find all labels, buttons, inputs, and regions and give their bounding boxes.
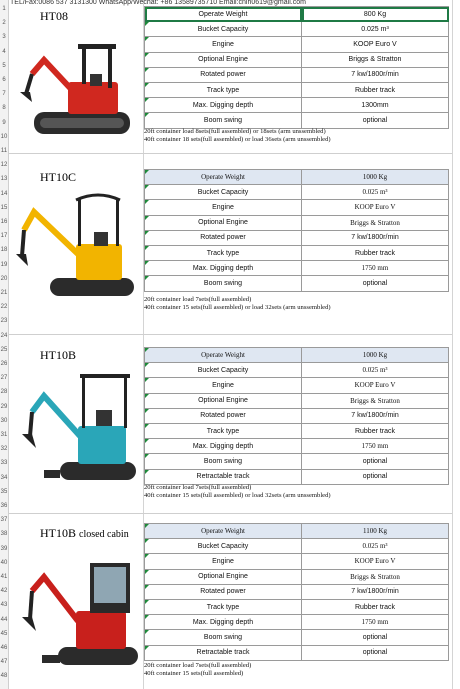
model-name: HT08 xyxy=(40,9,68,23)
row-number[interactable]: 4 xyxy=(2,48,6,55)
row-number[interactable]: 8 xyxy=(2,105,6,112)
contact-header: TEL/Fax:0086 537 3131300 WhatsApp/Wechat: +86 13589735710 Email:cnlh0619@gmail.com xyxy=(10,0,306,6)
spec-value-cell[interactable]: optional xyxy=(302,113,449,128)
spec-row xyxy=(145,363,449,378)
spec-value-cell[interactable]: optional xyxy=(302,630,449,645)
spec-value-cell[interactable]: 1750 mm xyxy=(302,615,449,630)
row-number[interactable]: 13 xyxy=(0,176,8,183)
row-number[interactable]: 2 xyxy=(2,20,6,27)
spec-row xyxy=(145,170,449,185)
excavator-photo-teal xyxy=(14,370,140,486)
row-number[interactable]: 30 xyxy=(0,417,8,424)
row-number[interactable]: 29 xyxy=(0,403,8,410)
spec-value-cell[interactable]: optional xyxy=(302,454,449,469)
spec-value-cell[interactable]: 0.025 m³ xyxy=(302,539,449,554)
spec-label-cell[interactable]: Track type xyxy=(145,423,302,438)
row-number[interactable]: 20 xyxy=(0,275,8,282)
spec-value-cell[interactable]: Briggs & Stratton xyxy=(302,569,449,584)
spec-value-cell[interactable]: Briggs & Stratton xyxy=(302,215,449,230)
spec-row xyxy=(145,113,449,128)
spec-label-cell[interactable]: Optional Engine xyxy=(145,393,302,408)
excavator-photo-yellow xyxy=(14,190,140,302)
container-notes xyxy=(144,662,454,678)
row-number[interactable]: 46 xyxy=(0,645,8,651)
spec-row xyxy=(145,37,449,52)
spec-value-cell[interactable]: 1750 mm xyxy=(302,439,449,454)
spec-value-cell[interactable]: KOOP Euro V xyxy=(302,200,449,215)
spec-value-cell[interactable]: 1300mm xyxy=(302,98,449,113)
note-line: 20ft container load 7sets(full assembled) xyxy=(144,296,252,303)
spec-value-cell[interactable]: Briggs & Stratton xyxy=(302,393,449,408)
row-number[interactable]: 37 xyxy=(0,517,8,524)
spec-row xyxy=(145,584,449,599)
spec-label-cell[interactable]: Optional Engine xyxy=(145,215,302,230)
row-number[interactable]: 9 xyxy=(2,119,6,126)
spec-row xyxy=(145,539,449,554)
model-title xyxy=(40,348,76,363)
spec-label-cell[interactable]: Rotated power xyxy=(145,230,302,245)
row-number[interactable]: 21 xyxy=(0,290,8,296)
row-number[interactable]: 27 xyxy=(0,375,8,382)
model-title xyxy=(40,526,129,541)
model-subtitle: closed cabin xyxy=(79,529,129,540)
row-number[interactable]: 10 xyxy=(0,133,8,140)
spec-row xyxy=(145,22,449,37)
spec-label-cell[interactable]: Boom swing xyxy=(145,113,302,128)
note-line: 40ft container 18 sets(full assembled) or load 36sets (arm unssembled) xyxy=(144,136,331,144)
spec-row xyxy=(145,185,449,200)
model-title xyxy=(40,9,68,24)
spec-row xyxy=(145,630,449,645)
section-divider xyxy=(8,334,452,335)
spec-label-cell[interactable]: Bucket Capacity xyxy=(145,539,302,554)
spec-label-cell[interactable]: Operate Weight xyxy=(145,524,302,539)
spec-value-cell[interactable]: KOOP Euro V xyxy=(302,554,449,569)
spec-label-cell[interactable]: Optional Engine xyxy=(145,569,302,584)
spec-label-cell[interactable]: Track type xyxy=(145,599,302,614)
row-number[interactable]: 38 xyxy=(0,531,8,538)
spec-row xyxy=(145,645,449,660)
spec-label-cell[interactable]: Engine xyxy=(145,554,302,569)
spec-label-cell[interactable]: Retractable track xyxy=(145,469,302,484)
model-name: HT10B xyxy=(40,526,76,540)
product-block-ht10c xyxy=(8,166,452,326)
spec-row xyxy=(145,569,449,584)
spec-row xyxy=(145,245,449,260)
row-number[interactable]: 18 xyxy=(0,247,8,254)
spec-row xyxy=(145,276,449,291)
row-number[interactable]: 24 xyxy=(0,332,8,339)
spec-label-cell[interactable]: Bucket Capacity xyxy=(145,185,302,200)
row-number[interactable]: 31 xyxy=(0,432,8,438)
row-number[interactable]: 44 xyxy=(0,616,8,623)
spec-row xyxy=(145,230,449,245)
spec-row xyxy=(145,599,449,614)
spec-label-cell[interactable]: Boom swing xyxy=(145,454,302,469)
row-number[interactable]: 5 xyxy=(2,62,6,69)
spec-label-cell[interactable]: Track type xyxy=(145,245,302,260)
row-number[interactable]: 32 xyxy=(0,446,8,453)
spec-row xyxy=(145,82,449,97)
spec-value-cell[interactable]: Briggs & Stratton xyxy=(302,52,449,67)
product-block-ht08 xyxy=(8,6,452,156)
spec-row xyxy=(145,67,449,82)
spec-row xyxy=(145,98,449,113)
spec-label-cell[interactable]: Operate Weight xyxy=(145,170,302,185)
spec-label-cell[interactable]: Engine xyxy=(145,378,302,393)
model-name: HT10B xyxy=(40,348,76,362)
spec-value-cell[interactable]: KOOP Euro V xyxy=(302,378,449,393)
row-number[interactable]: 6 xyxy=(2,77,6,83)
row-number[interactable]: 47 xyxy=(0,659,8,666)
row-number[interactable]: 42 xyxy=(0,588,8,595)
spec-label-cell[interactable]: Rotated power xyxy=(145,67,302,82)
spec-table xyxy=(144,169,449,292)
spec-value-cell[interactable]: 1100 Kg xyxy=(302,524,449,539)
row-number[interactable]: 39 xyxy=(0,545,8,552)
spec-value-cell[interactable]: 0.025 m³ xyxy=(302,185,449,200)
spec-label-cell[interactable]: Boom swing xyxy=(145,276,302,291)
spec-label-cell[interactable]: Operate Weight xyxy=(145,7,302,22)
spec-table xyxy=(144,347,449,485)
spec-label-cell[interactable]: Track type xyxy=(145,82,302,97)
spec-value-cell[interactable]: Rubber track xyxy=(302,82,449,97)
row-number[interactable]: 19 xyxy=(0,261,8,268)
spec-value-cell[interactable]: optional xyxy=(302,645,449,660)
spec-label-cell[interactable]: Max. Digging depth xyxy=(145,439,302,454)
row-number[interactable]: 40 xyxy=(0,559,8,566)
spec-value-cell[interactable]: 7 kw/1800r/min xyxy=(302,408,449,423)
row-number[interactable]: 33 xyxy=(0,460,8,467)
spec-label-cell[interactable]: Bucket Capacity xyxy=(145,363,302,378)
spec-value-cell[interactable]: 0.025 m³ xyxy=(302,22,449,37)
row-number[interactable]: 17 xyxy=(0,233,8,240)
row-number[interactable]: 36 xyxy=(0,503,8,509)
spec-label-cell[interactable]: Rotated power xyxy=(145,408,302,423)
spec-row xyxy=(145,393,449,408)
row-number[interactable]: 25 xyxy=(0,346,8,353)
spec-label-cell[interactable]: Retractable track xyxy=(145,645,302,660)
spec-label-cell[interactable]: Engine xyxy=(145,200,302,215)
row-number[interactable]: 7 xyxy=(2,91,6,98)
spec-row xyxy=(145,469,449,484)
spec-table xyxy=(144,6,449,129)
spec-label-cell[interactable]: Max. Digging depth xyxy=(145,98,302,113)
spec-value-cell[interactable]: 1000 Kg xyxy=(302,170,449,185)
spec-row xyxy=(145,261,449,276)
product-block-ht10b xyxy=(8,344,452,504)
row-number[interactable]: 1 xyxy=(2,6,6,12)
note-line: 40ft container 15 sets(full assembled) xyxy=(144,670,244,678)
spec-row xyxy=(145,200,449,215)
spec-value-cell[interactable]: 1750 mm xyxy=(302,261,449,276)
spec-row xyxy=(145,615,449,630)
spec-row xyxy=(145,524,449,539)
spec-label-cell[interactable]: Max. Digging depth xyxy=(145,261,302,276)
row-number[interactable]: 11 xyxy=(0,148,8,154)
row-number[interactable]: 14 xyxy=(0,190,8,197)
model-name: HT10C xyxy=(40,170,76,184)
spec-label-cell[interactable]: Boom swing xyxy=(145,630,302,645)
column-gridline xyxy=(452,0,453,689)
row-number[interactable]: 23 xyxy=(0,318,8,325)
container-notes xyxy=(144,128,454,144)
spec-value-cell[interactable]: Rubber track xyxy=(302,599,449,614)
container-notes xyxy=(144,296,454,312)
spec-value-cell[interactable]: Rubber track xyxy=(302,245,449,260)
row-number[interactable]: 26 xyxy=(0,361,8,367)
row-number[interactable]: 43 xyxy=(0,602,8,609)
spec-table xyxy=(144,523,449,661)
spec-value-cell[interactable]: Rubber track xyxy=(302,423,449,438)
spec-label-cell[interactable]: Engine xyxy=(145,37,302,52)
spec-label-cell[interactable]: Rotated power xyxy=(145,584,302,599)
spec-value-cell[interactable]: 800 Kg xyxy=(302,7,449,22)
spec-row xyxy=(145,454,449,469)
row-number[interactable]: 34 xyxy=(0,474,8,481)
row-number[interactable]: 16 xyxy=(0,219,8,225)
note-line: 20ft container load 7sets(full assembled) xyxy=(144,484,252,491)
spec-row xyxy=(145,408,449,423)
row-number[interactable]: 35 xyxy=(0,488,8,495)
row-number[interactable]: 15 xyxy=(0,204,8,211)
note-line: 20ft container load 7sets(full assembled) xyxy=(144,662,252,669)
spec-value-cell[interactable]: 7 kw/1800r/min xyxy=(302,584,449,599)
row-number[interactable]: 28 xyxy=(0,389,8,396)
note-line: 40ft container 15 sets(full assembled) or load 32sets (arm unssembled) xyxy=(144,304,331,312)
spec-value-cell[interactable]: KOOP Euro V xyxy=(302,37,449,52)
spec-row xyxy=(145,215,449,230)
spec-row xyxy=(145,554,449,569)
spec-row xyxy=(145,378,449,393)
section-divider xyxy=(8,513,452,514)
spec-row xyxy=(145,348,449,363)
spec-value-cell[interactable]: optional xyxy=(302,276,449,291)
spec-value-cell[interactable]: 7 kw/1800r/min xyxy=(302,67,449,82)
spec-row xyxy=(145,439,449,454)
note-line: 40ft container 15 sets(full assembled) or load 32sets (arm unssembled) xyxy=(144,492,331,500)
note-line: 20ft container load 8sets(full assembled) or 18sets (arm unssembled) xyxy=(144,128,326,135)
spec-value-cell[interactable]: 1000 Kg xyxy=(302,348,449,363)
model-title xyxy=(40,170,76,185)
excavator-photo-red-cabin xyxy=(14,551,140,671)
spec-row xyxy=(145,52,449,67)
spec-row xyxy=(145,7,449,22)
row-number[interactable]: 12 xyxy=(0,162,8,169)
row-number[interactable]: 22 xyxy=(0,304,8,311)
product-block-ht10b-closed-cabin xyxy=(8,521,452,689)
row-number[interactable]: 3 xyxy=(2,34,6,41)
spec-label-cell[interactable]: Optional Engine xyxy=(145,52,302,67)
spec-label-cell[interactable]: Max. Digging depth xyxy=(145,615,302,630)
spec-label-cell[interactable]: Operate Weight xyxy=(145,348,302,363)
spec-value-cell[interactable]: 0.025 m³ xyxy=(302,363,449,378)
section-divider xyxy=(8,153,452,154)
excavator-photo-red xyxy=(14,30,140,142)
row-number[interactable]: 48 xyxy=(0,673,8,680)
row-number[interactable]: 45 xyxy=(0,630,8,637)
row-number[interactable]: 41 xyxy=(0,574,8,580)
spec-row xyxy=(145,423,449,438)
spec-value-cell[interactable]: optional xyxy=(302,469,449,484)
spec-label-cell[interactable]: Bucket Capacity xyxy=(145,22,302,37)
container-notes xyxy=(144,484,454,500)
spec-value-cell[interactable]: 7 kw/1800r/min xyxy=(302,230,449,245)
